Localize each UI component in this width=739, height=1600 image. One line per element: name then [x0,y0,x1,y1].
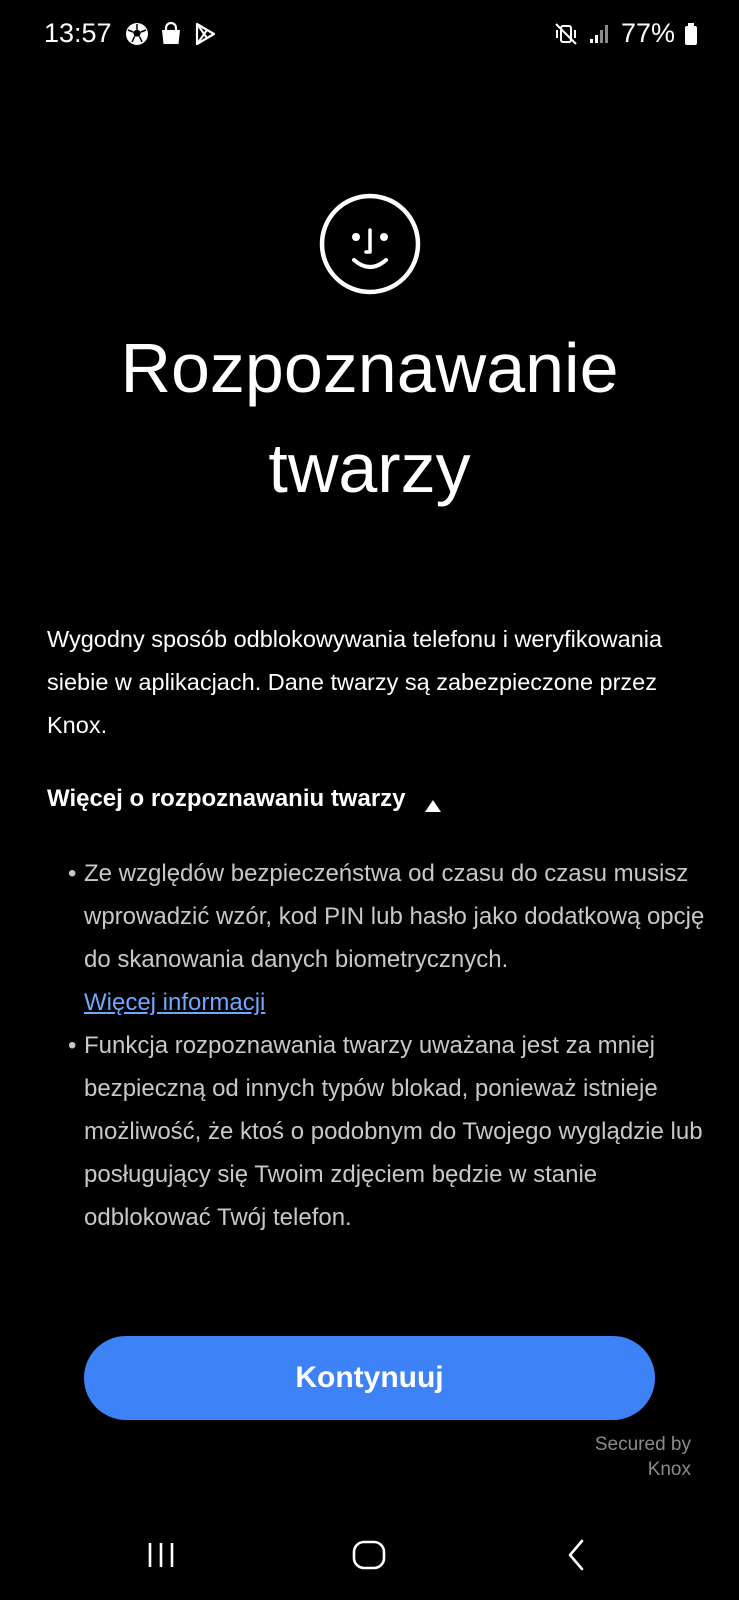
soccer-ball-icon [124,21,150,47]
list-item [68,852,708,1024]
status-left [44,18,218,49]
navigation-bar [0,1510,739,1600]
list-item [68,1024,708,1239]
vibrate-mute-icon [553,21,579,47]
continue-button[interactable]: Kontynuuj [84,1336,655,1420]
more-information-link[interactable]: Więcej informacji [84,989,266,1016]
bullet-icon: • [68,1032,77,1059]
battery-icon [683,21,699,47]
secured-by-knox [595,1432,691,1482]
face-recognition-icon [318,192,422,296]
more-info-toggle[interactable] [47,785,442,813]
list-item-text: Ze względów bezpieczeństwa od czasu do czasu musisz wprowadzić wzór, kod PIN lub hasło jako dodatkową opcję do skanowania danych biometrycznych. [84,860,705,973]
list-item-text: Funkcja rozpoznawania twarzy uważana jest za mniej bezpieczną od innych typów blokad, ponieważ istnieje możliwość, że ktoś o podobnym do Twojego wyglądzie lub posługujący się Twoim zdjęciem będzie w stanie odblokować Twój telefon. [84,1032,703,1231]
battery-percent: 77% [620,18,675,48]
shopping-bag-icon [158,21,184,47]
more-info-label: Więcej o rozpoznawaniu twarzy [47,785,406,812]
secured-by-line1: Secured by [594,1434,691,1455]
chevron-up-icon [424,792,442,806]
info-list [68,852,708,1302]
recent-apps-icon[interactable] [131,1530,191,1580]
bullet-icon: • [68,860,77,887]
status-time: 13:57 [44,18,112,48]
play-store-icon [192,21,218,47]
status-right [553,18,699,49]
signal-icon [587,21,613,47]
page-title: Rozpoznawanie twarzy [120,329,619,507]
status-bar [0,0,739,72]
secured-by-line2: Knox [647,1459,691,1480]
home-icon[interactable] [339,1530,399,1580]
description-text: Wygodny sposób odblokowywania telefonu i weryfikowania siebie w aplikacjach. Dane twarzy są zabezpieczone przez Knox. [47,626,663,738]
back-icon[interactable] [546,1530,606,1580]
